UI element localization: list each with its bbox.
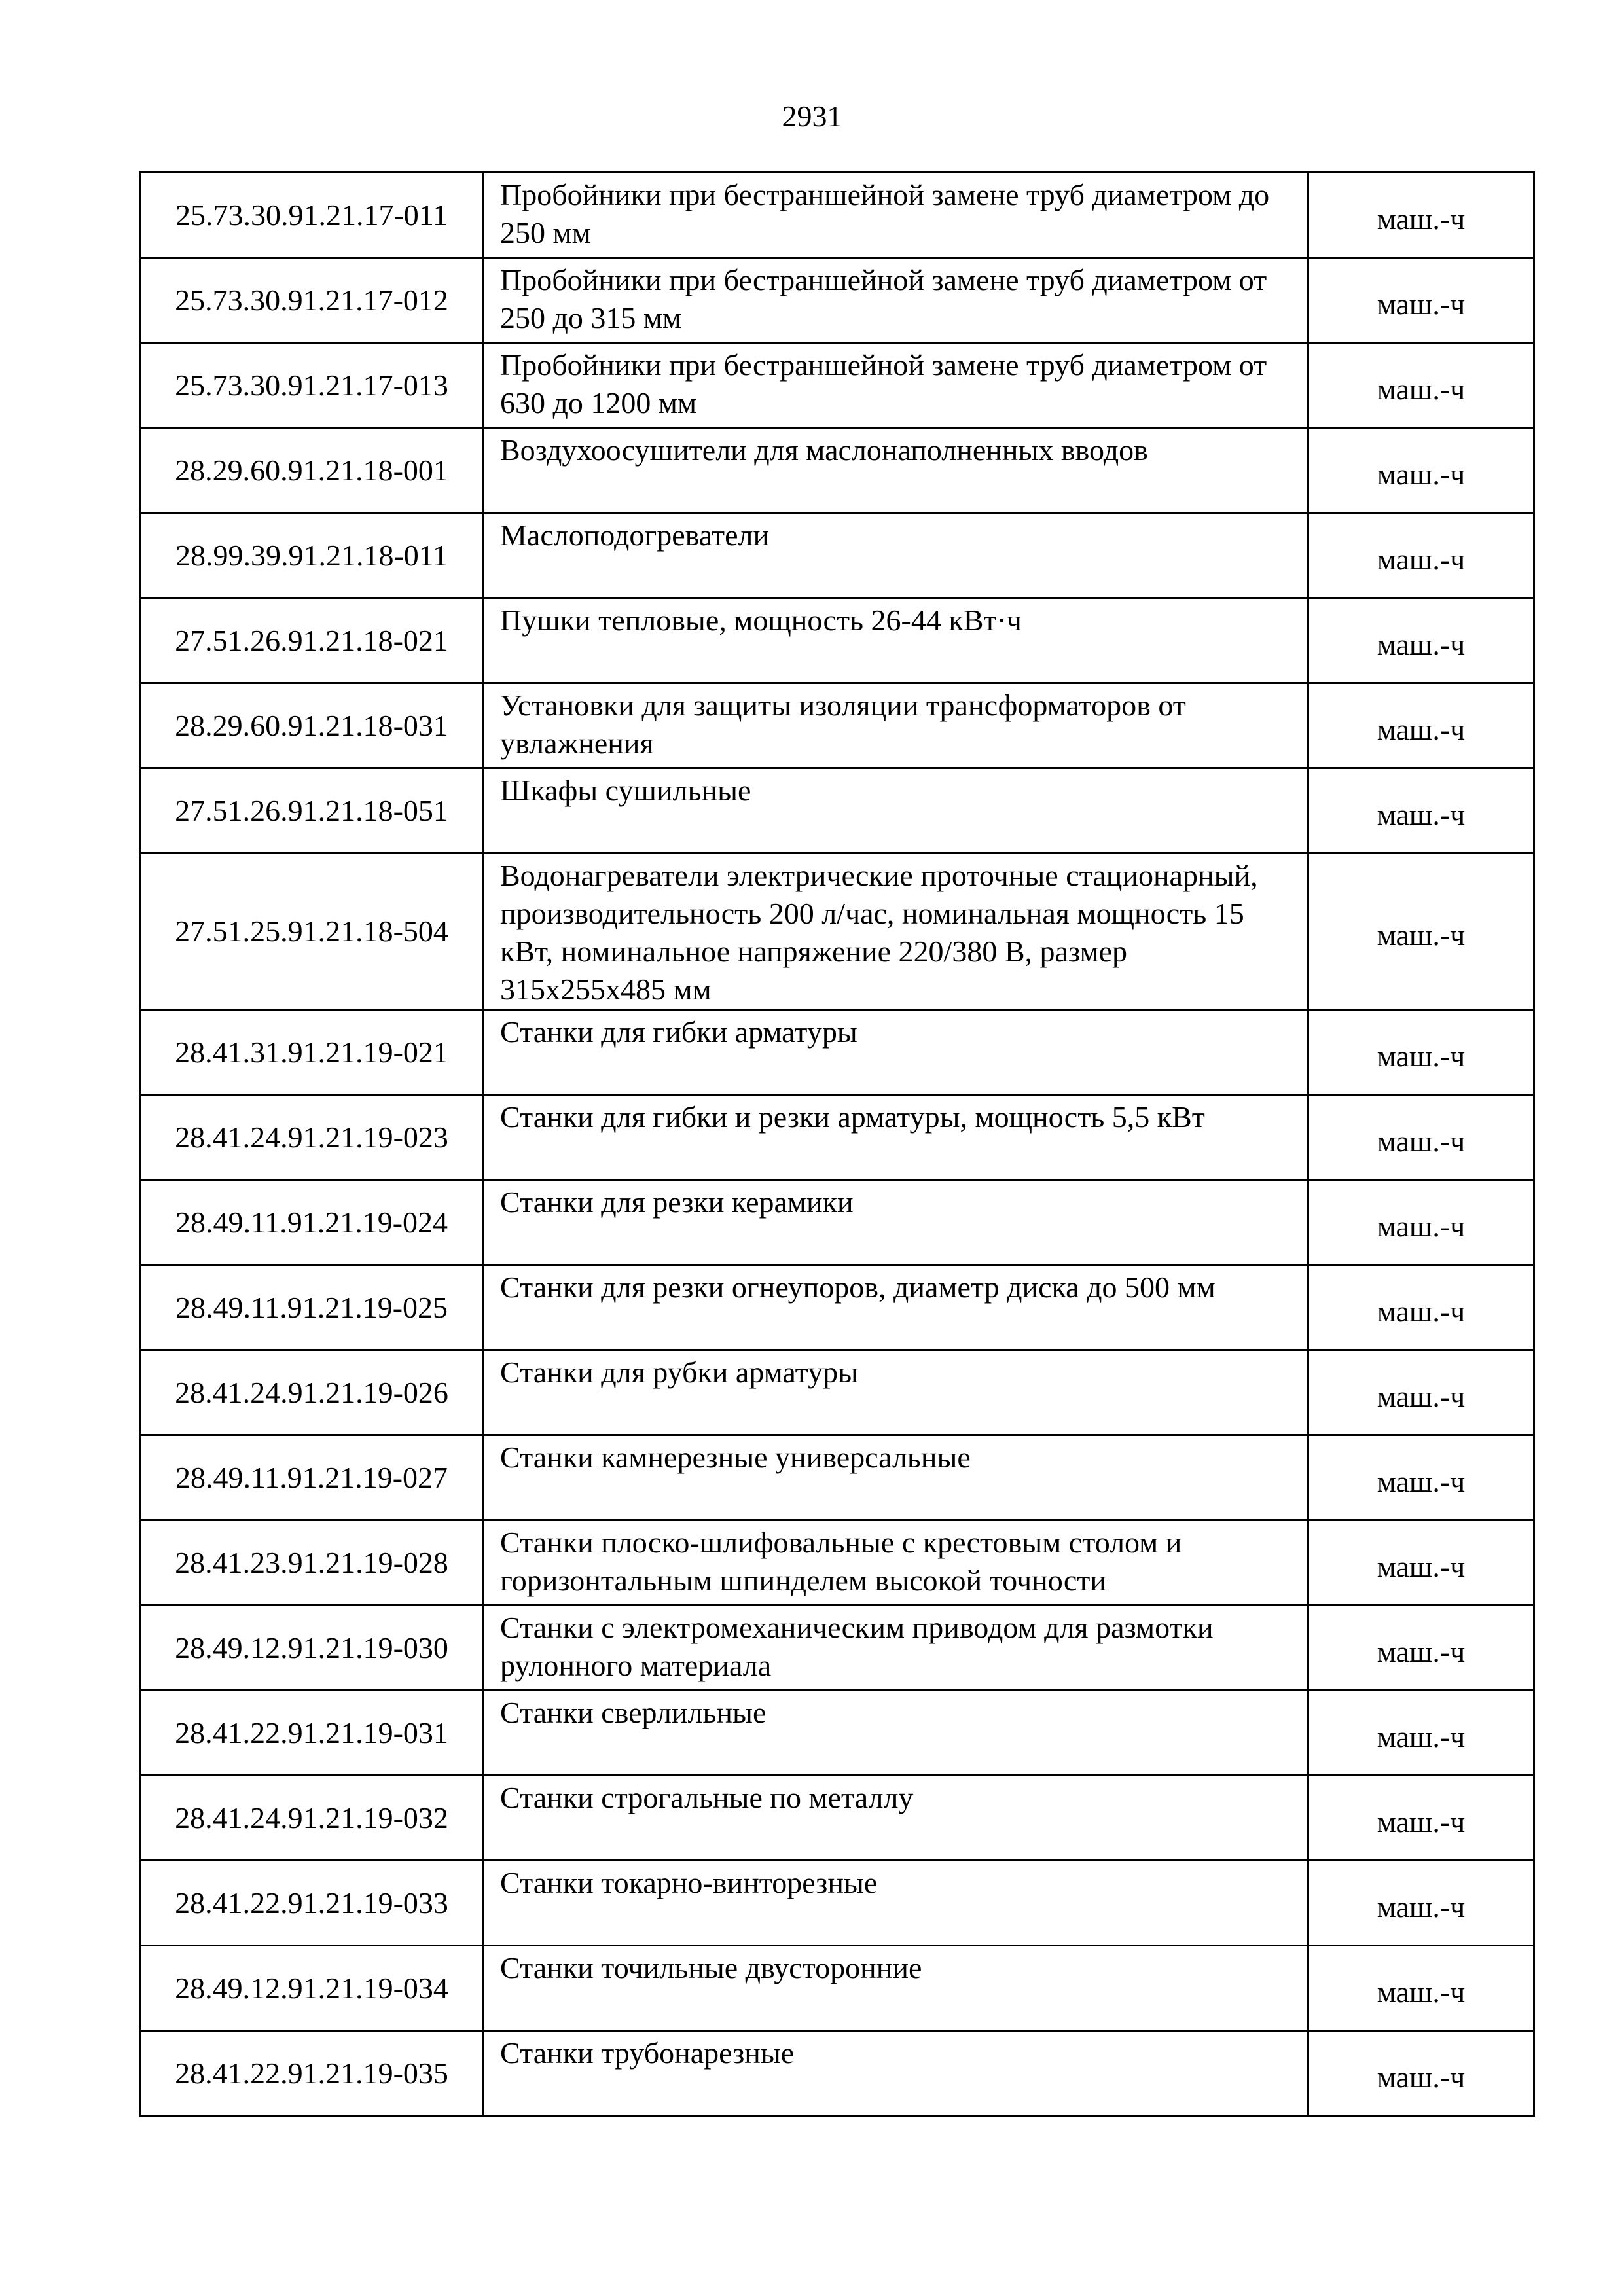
resource-description: Станки для рубки арматуры	[484, 1350, 1308, 1435]
resource-code: 28.41.22.91.21.19-035	[140, 2031, 484, 2116]
table-row	[140, 1350, 1534, 1435]
table-row	[140, 1691, 1534, 1776]
resource-code: 28.29.60.91.21.18-001	[140, 428, 484, 513]
resource-description: Станки для резки керамики	[484, 1180, 1308, 1265]
measurement-unit: маш.-ч	[1308, 1010, 1534, 1095]
resource-code: 25.73.30.91.21.17-011	[140, 173, 484, 258]
table-row	[140, 258, 1534, 343]
measurement-unit: маш.-ч	[1308, 258, 1534, 343]
resource-description: Станки для гибки и резки арматуры, мощность 5,5 кВт	[484, 1095, 1308, 1180]
table-row	[140, 1861, 1534, 1946]
table-row	[140, 1095, 1534, 1180]
table-row	[140, 1435, 1534, 1520]
table-row	[140, 598, 1534, 683]
measurement-unit: маш.-ч	[1308, 2031, 1534, 2116]
resource-description: Станки для резки огнеупоров, диаметр диска до 500 мм	[484, 1265, 1308, 1350]
table-row	[140, 428, 1534, 513]
table-row	[140, 768, 1534, 853]
resource-description: Пробойники при бестраншейной замене труб диаметром до 250 мм	[484, 173, 1308, 258]
measurement-unit: маш.-ч	[1308, 513, 1534, 598]
measurement-unit: маш.-ч	[1308, 853, 1534, 1010]
resource-code: 28.41.24.91.21.19-032	[140, 1776, 484, 1861]
table-row	[140, 683, 1534, 768]
resource-code: 28.41.22.91.21.19-031	[140, 1691, 484, 1776]
measurement-unit: маш.-ч	[1308, 1095, 1534, 1180]
resource-description: Станки плоско-шлифовальные с крестовым столом и горизонтальным шпинделем высокой точности	[484, 1520, 1308, 1605]
table-row	[140, 1520, 1534, 1605]
resource-code: 28.49.12.91.21.19-030	[140, 1605, 484, 1691]
measurement-unit: маш.-ч	[1308, 343, 1534, 428]
table-row	[140, 1776, 1534, 1861]
resource-description: Водонагреватели электрические проточные стационарный, производительность 200 л/час, номинальная мощность 15 кВт, номинальное напряжение 220/380 В, размер 315х255х485 мм	[484, 853, 1308, 1010]
measurement-unit: маш.-ч	[1308, 1861, 1534, 1946]
measurement-unit: маш.-ч	[1308, 1776, 1534, 1861]
resource-code: 28.41.31.91.21.19-021	[140, 1010, 484, 1095]
resource-code: 28.49.12.91.21.19-034	[140, 1946, 484, 2031]
measurement-unit: маш.-ч	[1308, 173, 1534, 258]
measurement-unit: маш.-ч	[1308, 683, 1534, 768]
resource-code: 28.41.24.91.21.19-023	[140, 1095, 484, 1180]
resource-description: Установки для защиты изоляции трансформаторов от увлажнения	[484, 683, 1308, 768]
resource-description: Станки сверлильные	[484, 1691, 1308, 1776]
table-row	[140, 1010, 1534, 1095]
table-row	[140, 1946, 1534, 2031]
measurement-unit: маш.-ч	[1308, 1350, 1534, 1435]
resource-description: Станки трубонарезные	[484, 2031, 1308, 2116]
table-row	[140, 2031, 1534, 2116]
resource-description: Станки камнерезные универсальные	[484, 1435, 1308, 1520]
measurement-unit: маш.-ч	[1308, 1265, 1534, 1350]
resource-code: 27.51.25.91.21.18-504	[140, 853, 484, 1010]
table-row	[140, 513, 1534, 598]
resource-description: Пушки тепловые, мощность 26-44 кВт·ч	[484, 598, 1308, 683]
resource-code: 27.51.26.91.21.18-051	[140, 768, 484, 853]
resource-description: Воздухоосушители для маслонаполненных вводов	[484, 428, 1308, 513]
equipment-table	[139, 171, 1535, 2117]
measurement-unit: маш.-ч	[1308, 768, 1534, 853]
resource-description: Станки для гибки арматуры	[484, 1010, 1308, 1095]
resource-description: Станки строгальные по металлу	[484, 1776, 1308, 1861]
measurement-unit: маш.-ч	[1308, 1435, 1534, 1520]
resource-code: 27.51.26.91.21.18-021	[140, 598, 484, 683]
resource-description: Станки точильные двусторонние	[484, 1946, 1308, 2031]
resource-description: Пробойники при бестраншейной замене труб диаметром от 250 до 315 мм	[484, 258, 1308, 343]
table-row	[140, 1180, 1534, 1265]
measurement-unit: маш.-ч	[1308, 428, 1534, 513]
resource-description: Шкафы сушильные	[484, 768, 1308, 853]
resource-code: 28.29.60.91.21.18-031	[140, 683, 484, 768]
resource-code: 28.41.22.91.21.19-033	[140, 1861, 484, 1946]
table-row	[140, 1605, 1534, 1691]
resource-description: Станки токарно-винторезные	[484, 1861, 1308, 1946]
table-row	[140, 853, 1534, 1010]
table-row	[140, 173, 1534, 258]
resource-code: 28.41.23.91.21.19-028	[140, 1520, 484, 1605]
resource-code: 28.99.39.91.21.18-011	[140, 513, 484, 598]
measurement-unit: маш.-ч	[1308, 1520, 1534, 1605]
measurement-unit: маш.-ч	[1308, 1180, 1534, 1265]
resource-description: Станки с электромеханическим приводом для размотки рулонного материала	[484, 1605, 1308, 1691]
table-row	[140, 343, 1534, 428]
resource-code: 28.41.24.91.21.19-026	[140, 1350, 484, 1435]
page-number: 2931	[782, 99, 842, 133]
resource-code: 28.49.11.91.21.19-025	[140, 1265, 484, 1350]
resource-code: 28.49.11.91.21.19-024	[140, 1180, 484, 1265]
measurement-unit: маш.-ч	[1308, 1691, 1534, 1776]
measurement-unit: маш.-ч	[1308, 1946, 1534, 2031]
resource-code: 28.49.11.91.21.19-027	[140, 1435, 484, 1520]
measurement-unit: маш.-ч	[1308, 598, 1534, 683]
table-row	[140, 1265, 1534, 1350]
resource-description: Пробойники при бестраншейной замене труб диаметром от 630 до 1200 мм	[484, 343, 1308, 428]
measurement-unit: маш.-ч	[1308, 1605, 1534, 1691]
resource-code: 25.73.30.91.21.17-012	[140, 258, 484, 343]
resource-description: Маслоподогреватели	[484, 513, 1308, 598]
resource-code: 25.73.30.91.21.17-013	[140, 343, 484, 428]
